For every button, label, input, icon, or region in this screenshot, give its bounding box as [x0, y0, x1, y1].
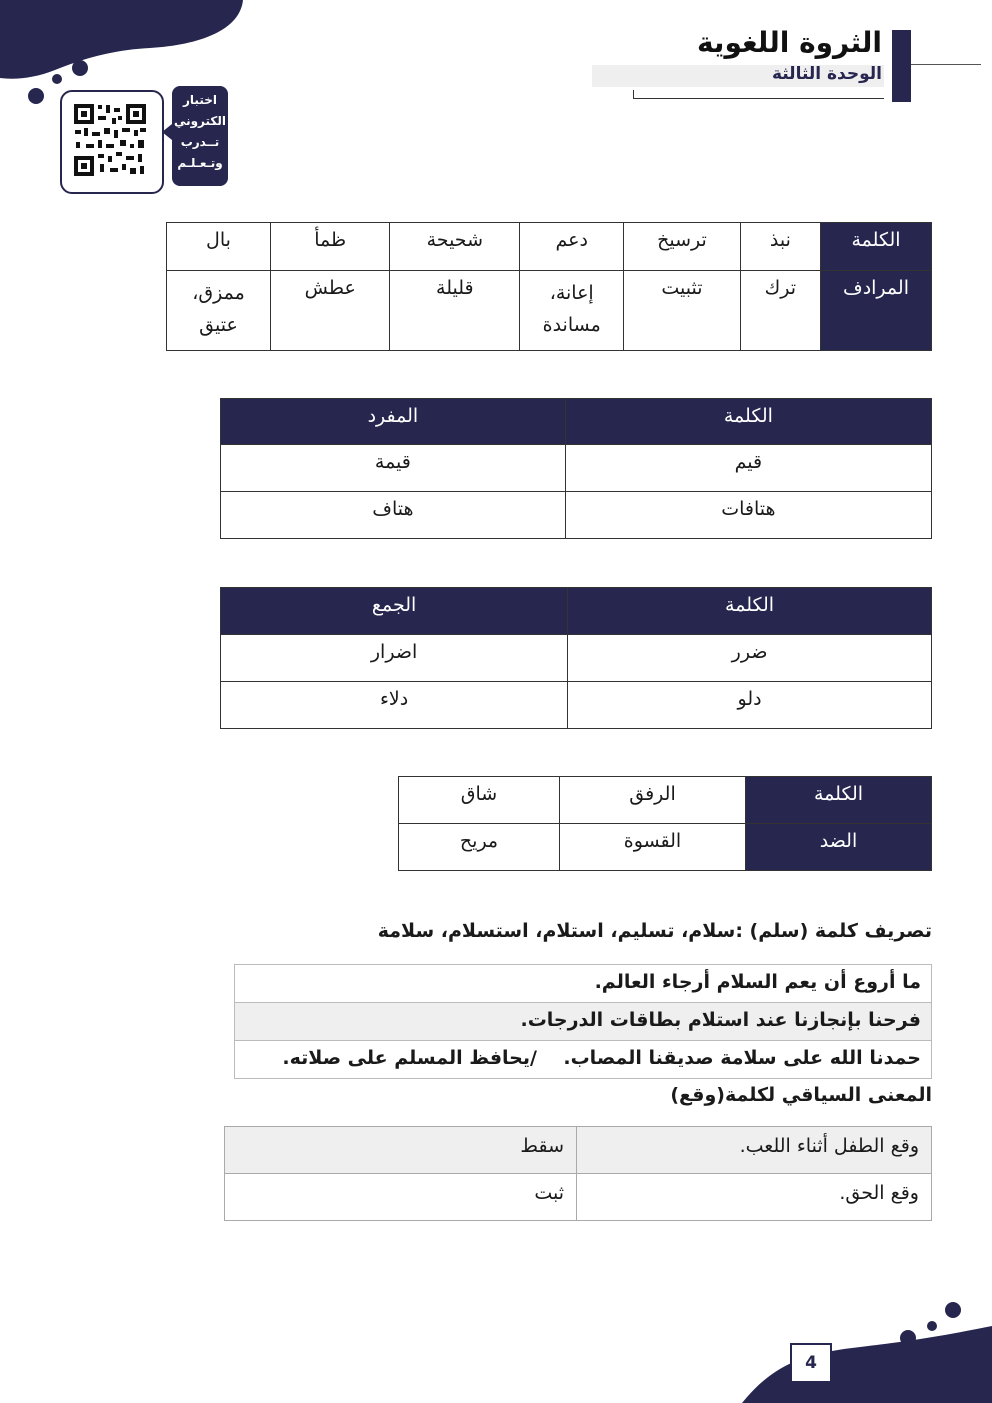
badge-pointer	[162, 124, 172, 140]
table-cell: الكلمة	[821, 223, 932, 271]
table-cell: اضرار	[221, 635, 568, 682]
table-cell: ظمأ	[271, 223, 390, 271]
qr-code-icon[interactable]	[72, 102, 148, 178]
sentence-row: ما أروع أن يعم السلام أرجاء العالم.	[235, 965, 932, 1003]
table-cell: بال	[167, 223, 271, 271]
synonyms-table	[166, 222, 932, 351]
table-cell: نبذ	[740, 223, 820, 271]
column-header: الجمع	[221, 588, 568, 635]
table-cell: الضد	[746, 824, 932, 871]
table-cell: قيمة	[221, 445, 566, 492]
page-title: الثروة اللغوية	[696, 26, 882, 59]
header-accent-bar	[892, 30, 911, 102]
context-meaning-table	[224, 1126, 932, 1221]
table-cell: ممزق، عتيق	[167, 271, 271, 351]
header-rule	[911, 64, 981, 65]
table-cell: إعانة، مساندة	[520, 271, 624, 351]
sentence-row: حمدنا الله على سلامة صديقنا المصاب. /يحافظ المسلم على صلاته.	[235, 1041, 932, 1079]
table-cell: عطش	[271, 271, 390, 351]
table-cell: شاق	[399, 777, 560, 824]
table-cell: هتافات	[565, 492, 931, 539]
badge-line: تــدرب	[180, 135, 220, 149]
table-cell: دلو	[568, 682, 932, 729]
table-cell: هتاف	[221, 492, 566, 539]
table-cell: مريح	[399, 824, 560, 871]
table-cell: الكلمة	[746, 777, 932, 824]
table-cell: سقط	[225, 1127, 577, 1174]
table-cell: ترك	[740, 271, 820, 351]
table-cell: وقع الحق.	[577, 1174, 932, 1221]
badge-line: اختبار	[183, 93, 217, 107]
antonyms-table	[398, 776, 932, 871]
table-cell: ضرر	[568, 635, 932, 682]
table-cell: دلاء	[221, 682, 568, 729]
plural-table	[220, 587, 932, 729]
table-cell: شحيحة	[390, 223, 520, 271]
bottom-right-decoration	[742, 1296, 992, 1403]
column-header: الكلمة	[565, 399, 931, 445]
table-cell: ترسيخ	[624, 223, 741, 271]
column-header: المفرد	[221, 399, 566, 445]
table-cell: دعم	[520, 223, 624, 271]
table-cell: الرفق	[560, 777, 746, 824]
badge-line: وتـعـلـم	[177, 156, 223, 170]
table-cell: القسوة	[560, 824, 746, 871]
context-meaning-title: المعنى السياقي لكلمة(وقع)	[670, 1084, 932, 1106]
sentence-row: فرحنا بإنجازنا عند استلام بطاقات الدرجات.	[235, 1003, 932, 1041]
table-cell: المرادف	[821, 271, 932, 351]
table-cell: قليلة	[390, 271, 520, 351]
badge-line: الكتروني	[173, 114, 227, 128]
conjugation-title: تصريف كلمة (سلم) :سلام، تسليم، استلام، استسلام، سلامة	[377, 920, 932, 942]
table-cell: وقع الطفل أثناء اللعب.	[577, 1127, 932, 1174]
online-test-badge[interactable]	[172, 86, 228, 186]
table-cell: قيم	[565, 445, 931, 492]
table-cell: ثبت	[225, 1174, 577, 1221]
page-number: 4	[790, 1343, 832, 1383]
singular-table	[220, 398, 932, 539]
table-cell: تثبيت	[624, 271, 741, 351]
column-header: الكلمة	[568, 588, 932, 635]
header-bracket	[633, 90, 884, 99]
unit-subtitle: الوحدة الثالثة	[771, 64, 882, 84]
sentences-table	[234, 964, 932, 1079]
